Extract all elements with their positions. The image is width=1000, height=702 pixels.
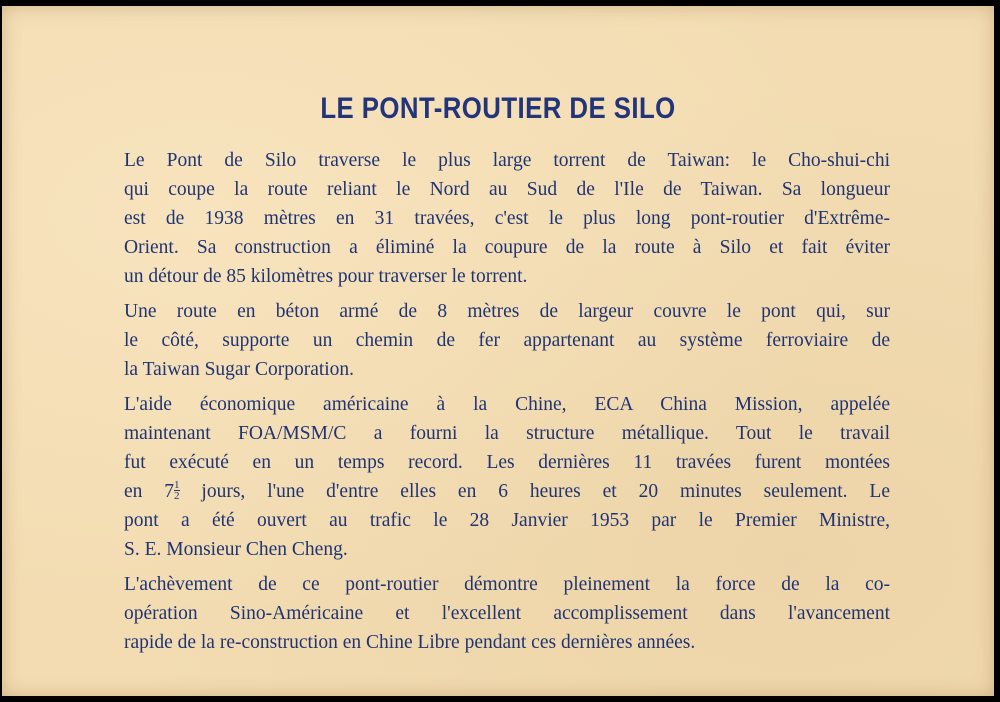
text-line: maintenant FOA/MSM/C a fourni la structure métallique. Tout le travail: [124, 423, 890, 444]
document-body: [124, 146, 890, 663]
text-line: pont a été ouvert au trafic le 28 Janvier 1953 par le Premier Ministre,: [124, 510, 890, 531]
text-line: Orient. Sa construction a éliminé la coupure de la route à Silo et fait éviter: [124, 237, 890, 258]
text-segment: en 7: [124, 481, 175, 502]
text-line: la Taiwan Sugar Corporation.: [124, 359, 355, 380]
text-line: qui coupe la route reliant le Nord au Sud de l'Ile de Taiwan. Sa longueur: [124, 179, 890, 200]
text-line: un détour de 85 kilomètres pour traverser le torrent.: [124, 266, 528, 287]
fraction-denominator: 2: [174, 490, 180, 502]
text-line: rapide de la re-construction en Chine Libre pendant ces dernières années.: [124, 632, 696, 653]
text-segment: jours, l'une d'entre elles en 6 heures et 20 minutes seulement. Le: [179, 481, 891, 502]
paragraph: [124, 146, 890, 291]
text-line: L'achèvement de ce pont-routier démontre pleinement la force de la co-: [124, 574, 890, 595]
text-line: S. E. Monsieur Chen Cheng.: [124, 539, 348, 560]
page-title: LE PONT-ROUTIER DE SILO: [320, 92, 676, 125]
text-line: opération Sino-Américaine et l'excellent accomplissement dans l'avancement: [124, 603, 890, 624]
text-line: Une route en béton armé de 8 mètres de largeur couvre le pont qui, sur: [124, 301, 890, 322]
document-page: [2, 6, 994, 696]
paragraph: [124, 297, 890, 384]
text-line: le côté, supporte un chemin de fer appartenant au système ferroviaire de: [124, 330, 890, 351]
text-line: est de 1938 mètres en 31 travées, c'est le plus long pont-routier d'Extrême-: [124, 208, 890, 229]
fraction-numerator: 1: [174, 479, 180, 491]
text-line: fut exécuté en un temps record. Les dernières 11 travées furent montées: [124, 452, 890, 473]
paragraph: [124, 390, 890, 564]
text-line: L'aide économique américaine à la Chine, ECA China Mission, appelée: [124, 394, 890, 415]
text-line: [124, 477, 890, 506]
paragraph: [124, 570, 890, 657]
text-line: Le Pont de Silo traverse le plus large torrent de Taiwan: le Cho-shui-chi: [124, 150, 890, 171]
